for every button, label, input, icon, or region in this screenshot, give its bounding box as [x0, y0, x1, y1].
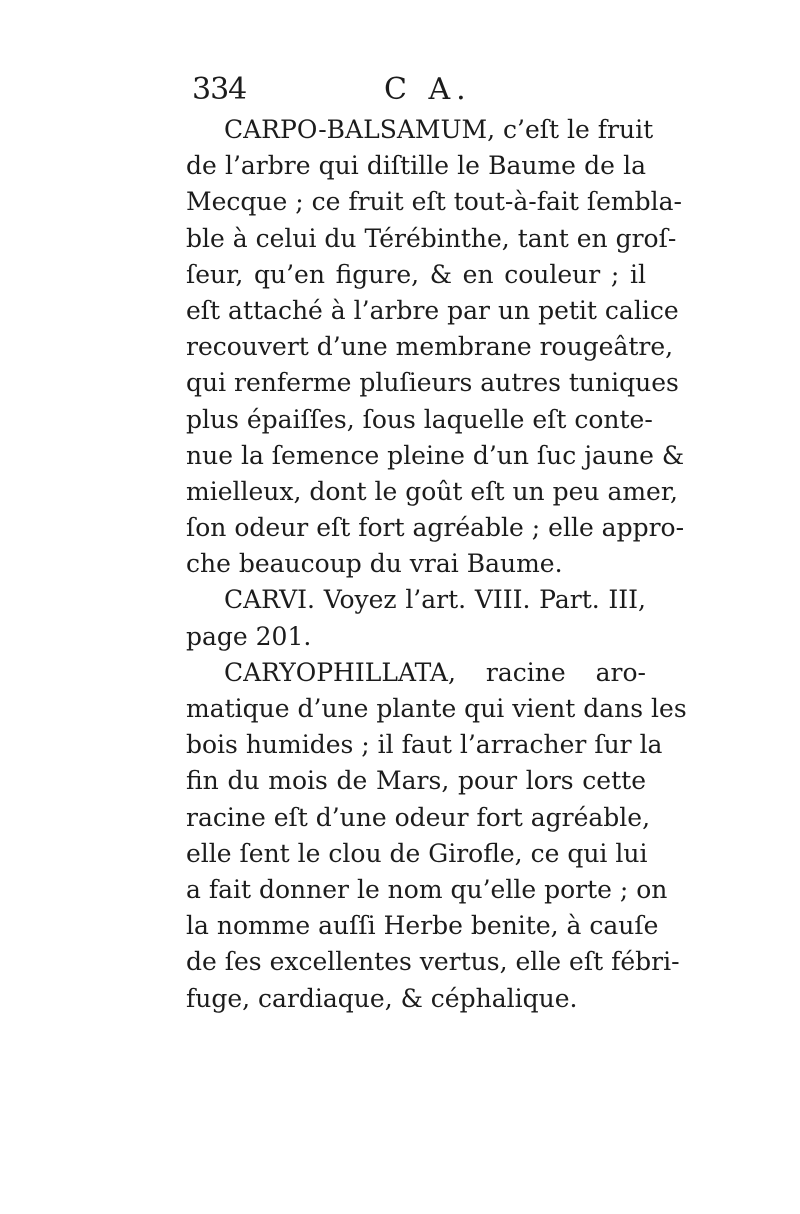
text-line: matique d’une plante qui vient dans les	[186, 694, 687, 723]
text-line: racine eſt d’une odeur fort agréable,	[186, 802, 651, 832]
entry-carvi-line: CARVI. Voyez l’art. VIII. Part. III,	[224, 585, 646, 615]
entry-carpo-balsamum-line: CARPO-BALSAMUM, c’eſt le fruit	[224, 115, 654, 144]
text-line: fuge, cardiaque, & céphalique.	[186, 983, 578, 1013]
text-line: la nomme auſſi Herbe benite, à cauſe	[186, 911, 659, 941]
text-line: de ſes excellentes vertus, elle eſt fébri-	[186, 947, 680, 977]
body-text	[186, 112, 687, 1017]
text-line: ble à celui du Térébinthe, tant en groſ-	[186, 223, 677, 253]
text-line: elle ſent le clou de Girofle, ce qui lui	[186, 838, 648, 868]
entry-caryophillata-line: CARYOPHILLATA, racine aro-	[224, 657, 646, 687]
text-line: mielleux, dont le goût eſt un peu amer,	[186, 476, 679, 506]
text-line: eſt attaché à l’arbre par un petit calice	[186, 295, 679, 325]
text-line: recouvert d’une membrane rougeâtre,	[186, 332, 674, 362]
text-line: qui renferme pluſieurs autres tuniques	[186, 368, 679, 398]
text-line: Mecque ; ce fruit eſt tout-à-fait ſembla-	[186, 187, 682, 217]
text-line: fin du mois de Mars, pour lors cette	[186, 766, 646, 796]
text-line: de l’arbre qui diſtille le Baume de la	[186, 151, 646, 181]
text-line: page 201.	[186, 621, 312, 651]
page-number: 334	[192, 72, 247, 107]
text-line: ſeur, qu’en figure, & en couleur ; il	[186, 259, 646, 289]
text-line: ſon odeur eſt fort agréable ; elle appro-	[186, 513, 685, 543]
text-line: che beaucoup du vrai Baume.	[186, 549, 563, 579]
running-head: C A.	[384, 72, 472, 107]
text-line: bois humides ; il faut l’arracher ſur la	[186, 730, 663, 760]
text-line: plus épaiſſes, ſous laquelle eſt conte-	[186, 404, 653, 434]
text-line: a fait donner le nom qu’elle porte ; on	[186, 874, 668, 904]
text-line: nue la ſemence pleine d’un ſuc jaune &	[186, 440, 685, 470]
